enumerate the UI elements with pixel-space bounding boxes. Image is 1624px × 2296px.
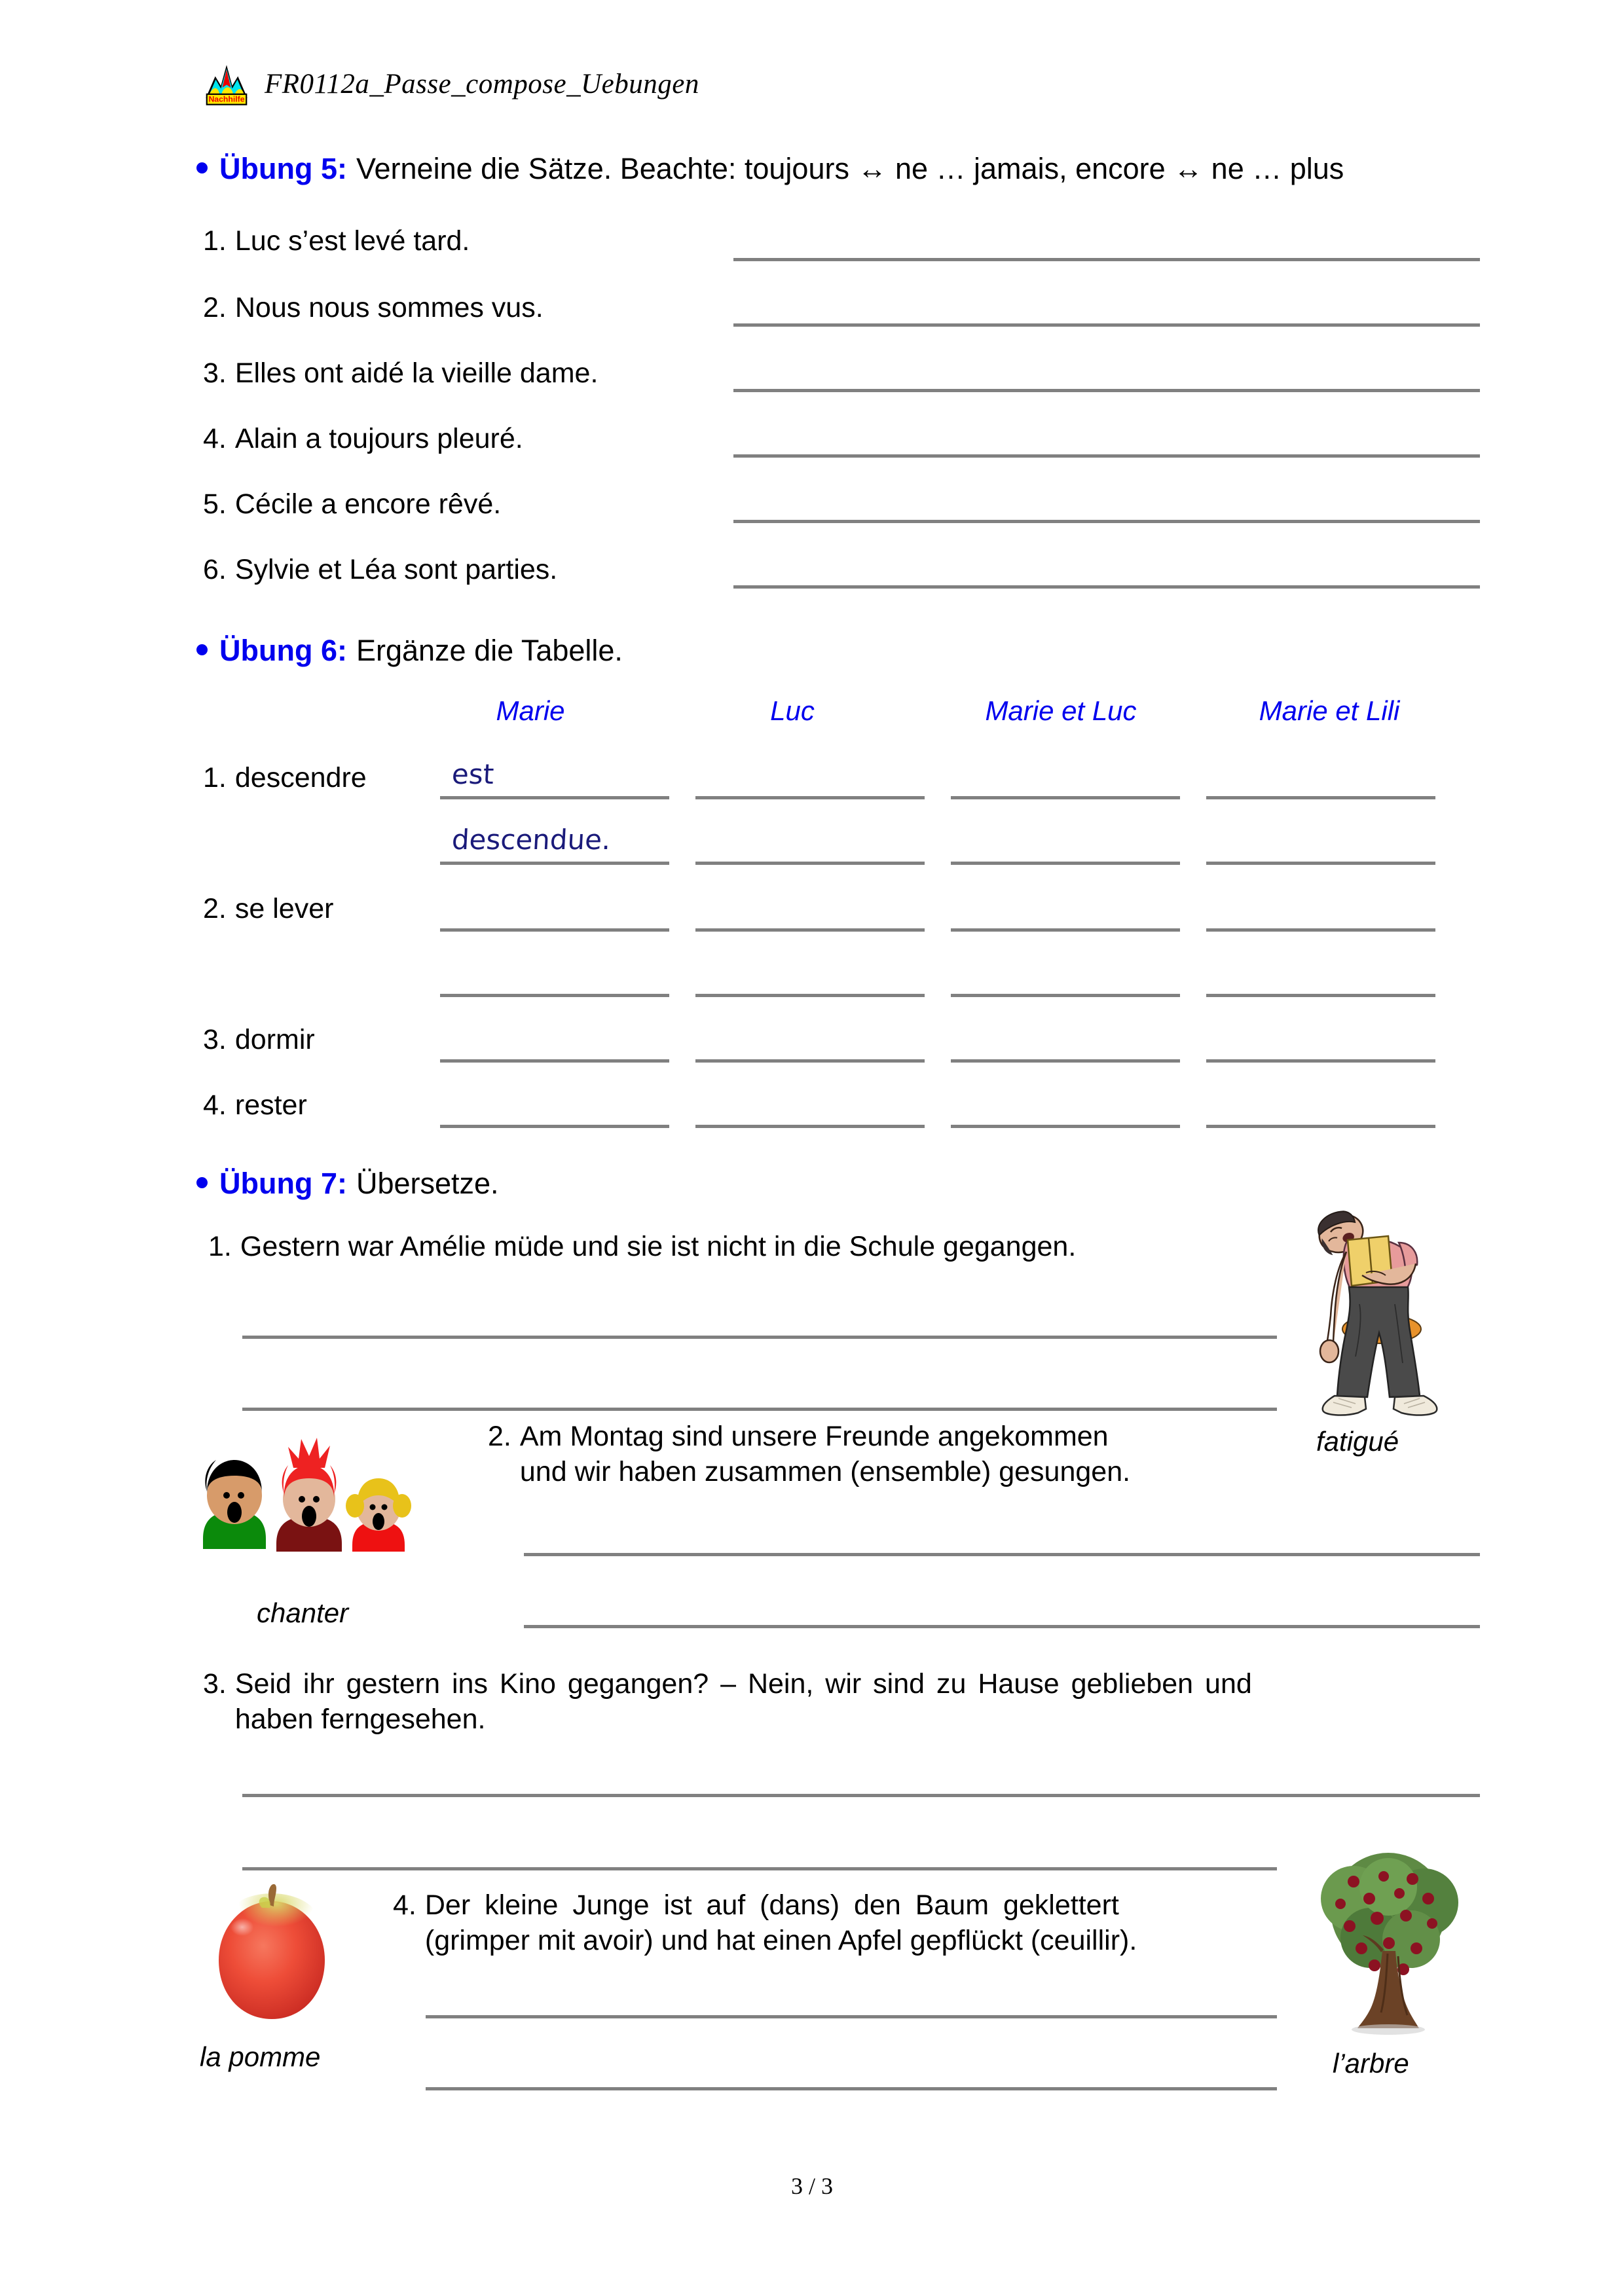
ex7-item-4-answer-line-1[interactable] [426,2015,1277,2018]
ex7-item-4 [393,1888,1297,1959]
ex7-item-1-answer-line-1[interactable] [242,1336,1277,1339]
ex6-row-3-verb-text: dormir [234,1024,315,1055]
ex7-item-4-line-2: (grimper mit avoir) und hat einen Apfel gepflückt (ceuillir). [424,1924,1137,1956]
ex5-item-5-text: Cécile a encore rêvé. [234,488,502,520]
ex6-cell-r1c2-line1[interactable] [695,796,925,799]
ex6-cell-r3c3[interactable] [951,1059,1180,1063]
ex6-cell-r4c1[interactable] [440,1125,669,1128]
ex6-cell-r1c1-line2[interactable] [440,862,669,865]
document-header [203,60,699,107]
ex6-cell-r2c2-line1[interactable] [695,928,925,932]
ex6-cell-r1c4-line1[interactable] [1206,796,1435,799]
ex5-item-2-number: 2. [203,292,227,323]
ex6-row-2-number: 2. [203,893,227,924]
ex5-item-6-number: 6. [203,554,227,585]
three-singing-children-illustration [183,1427,445,1597]
exercise-7-heading [196,1167,499,1201]
ex5-answer-line-5[interactable] [733,520,1480,523]
ex7-item-3-answer-line-1[interactable] [242,1794,1480,1797]
ex6-cell-r1c2-line2[interactable] [695,862,925,865]
ex6-row-4-verb [203,1088,307,1123]
fatigue-caption: fatigué [1316,1426,1399,1457]
ex7-item-4-answer-line-2[interactable] [426,2087,1277,2090]
exercise-7-instruction: Übersetze. [356,1167,499,1200]
ex5-answer-line-6[interactable] [733,585,1480,589]
table-column-header-luc: Luc [770,695,815,726]
ex6-row-1-verb-text: descendre [234,762,367,793]
ex6-row-1-verb [203,761,367,796]
ex6-cell-r1c3-line2[interactable] [951,862,1180,865]
nachhilfe-mountain-logo-icon [203,60,250,107]
ex5-item-4-text: Alain a toujours pleuré. [234,423,523,454]
ex5-answer-line-2[interactable] [733,323,1480,327]
ex6-answer-descendre-marie-line2: descendue. [451,824,612,856]
exercise-7-label: Übung 7: [219,1167,347,1200]
ex5-item-5 [203,487,501,522]
ex6-cell-r3c4[interactable] [1206,1059,1435,1063]
exercise-6-heading [196,634,623,668]
ex5-item-1-text: Luc s’est levé tard. [234,225,470,257]
ex5-item-5-number: 5. [203,488,227,520]
ex6-cell-r2c3-line1[interactable] [951,928,1180,932]
bullet-icon [196,644,208,655]
table-column-header-marie: Marie [496,695,565,726]
ex5-item-4 [203,422,523,457]
ex5-answer-line-4[interactable] [733,454,1480,458]
ex7-item-2-line-1: Am Montag sind unsere Freunde angekommen [519,1421,1109,1452]
ex7-item-2-line-2: und wir haben zusammen (ensemble) gesungen. [519,1455,1131,1487]
red-apple-illustration [196,1879,347,2043]
document-title: FR0112a_Passe_compose_Uebungen [265,68,699,100]
ex6-cell-r1c3-line1[interactable] [951,796,1180,799]
bullet-icon [196,162,208,173]
ex5-answer-line-3[interactable] [733,389,1480,392]
ex6-cell-r2c4-line1[interactable] [1206,928,1435,932]
ex5-item-2 [203,291,544,326]
ex5-item-3-number: 3. [203,357,227,389]
apple-tree-illustration [1306,1853,1470,2043]
ex5-item-2-text: Nous nous sommes vus. [234,292,544,323]
table-column-header-marie-et-lili: Marie et Lili [1259,695,1400,726]
ex6-cell-r2c4-line2[interactable] [1206,994,1435,997]
exercise-6-label: Übung 6: [219,634,347,667]
ex6-answer-descendre-marie-line1: est [451,758,495,790]
ex6-row-2-verb [203,892,333,927]
ex7-item-2-answer-line-1[interactable] [524,1553,1480,1556]
ex7-item-3-number: 3. [203,1668,227,1700]
pomme-caption: la pomme [200,2041,321,2072]
ex7-item-3-line-1: Seid ihr gestern ins Kino gegangen? – Nein, wir sind zu Hause geblieben und [234,1668,1252,1700]
ex6-cell-r3c2[interactable] [695,1059,925,1063]
chanter-caption: chanter [257,1597,349,1628]
ex6-cell-r3c1[interactable] [440,1059,669,1063]
ex6-row-3-number: 3. [203,1024,227,1055]
ex7-item-2 [488,1419,1274,1490]
arbre-caption: l’arbre [1333,2048,1409,2079]
ex7-item-3-answer-line-2[interactable] [242,1867,1277,1870]
exercise-5-heading [196,152,1344,186]
ex5-item-1 [203,224,470,259]
ex7-item-4-line-1: Der kleine Junge ist auf (dans) den Baum geklettert [424,1889,1119,1921]
ex6-cell-r4c3[interactable] [951,1125,1180,1128]
page-number: 3 / 3 [790,2173,833,2199]
ex6-row-1-number: 1. [203,762,227,793]
ex6-row-4-verb-text: rester [234,1089,307,1121]
ex5-item-1-number: 1. [203,225,227,257]
ex5-item-4-number: 4. [203,423,227,454]
ex6-cell-r2c3-line2[interactable] [951,994,1180,997]
ex5-item-3 [203,356,598,392]
ex7-item-2-answer-line-2[interactable] [524,1625,1480,1628]
ex7-item-4-number: 4. [393,1889,416,1921]
exercise-6-instruction: Ergänze die Tabelle. [356,634,623,667]
ex5-item-6-text: Sylvie et Léa sont parties. [234,554,558,585]
tired-student-illustration [1283,1199,1467,1422]
ex5-answer-line-1[interactable] [733,258,1480,261]
ex7-item-2-number: 2. [488,1421,511,1452]
ex6-row-2-verb-text: se lever [234,893,334,924]
ex7-item-1 [208,1230,1076,1265]
ex7-item-1-answer-line-2[interactable] [242,1408,1277,1411]
ex6-cell-r1c4-line2[interactable] [1206,862,1435,865]
ex6-cell-r4c4[interactable] [1206,1125,1435,1128]
ex7-item-3-line-2: haben ferngesehen. [234,1703,486,1735]
ex7-item-1-number: 1. [208,1231,232,1262]
ex6-cell-r2c1-line2[interactable] [440,994,669,997]
ex6-cell-r4c2[interactable] [695,1125,925,1128]
ex6-cell-r2c1-line1[interactable] [440,928,669,932]
exercise-5-instruction: Verneine die Sätze. Beachte: toujours ↔ ne … jamais, encore ↔ ne … plus [356,152,1344,185]
table-column-header-marie-et-luc: Marie et Luc [985,695,1137,726]
bullet-icon [196,1177,208,1188]
ex6-row-3-verb [203,1023,315,1058]
ex5-item-3-text: Elles ont aidé la vieille dame. [234,357,599,389]
ex6-row-4-number: 4. [203,1089,227,1121]
ex7-item-3 [203,1667,1480,1738]
ex6-cell-r2c2-line2[interactable] [695,994,925,997]
exercise-5-label: Übung 5: [219,152,347,185]
ex5-item-6 [203,553,557,588]
svg-text:Nachhilfe: Nachhilfe [208,94,245,104]
ex7-item-1-text: Gestern war Amélie müde und sie ist nicht in die Schule gegangen. [240,1231,1077,1262]
ex6-cell-r1c1-line1[interactable] [440,796,669,799]
